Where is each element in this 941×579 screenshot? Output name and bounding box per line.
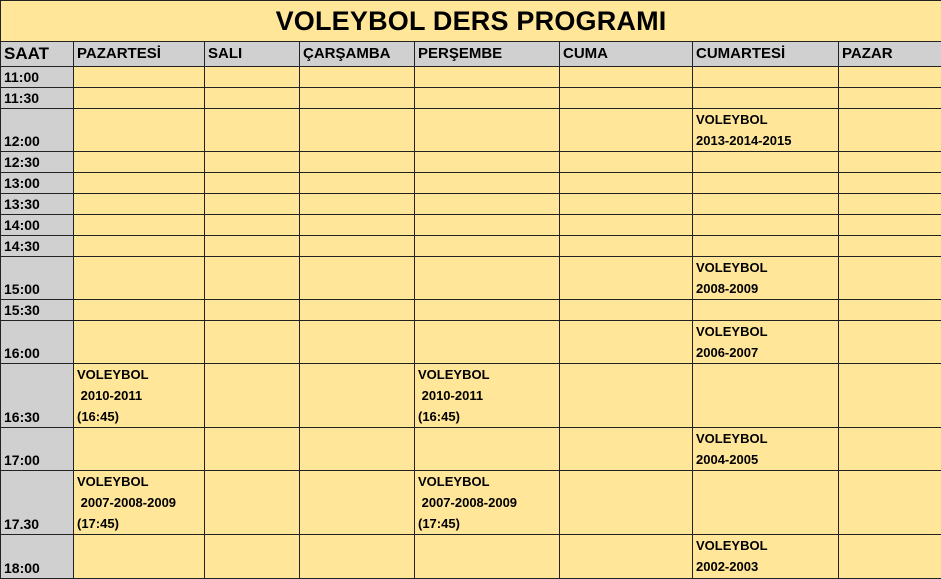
class-entry-line: 2007-2008-2009 xyxy=(418,492,556,513)
empty-cell xyxy=(300,471,415,535)
schedule-row xyxy=(1,428,941,471)
empty-cell xyxy=(839,535,941,579)
column-header-day: PAZAR xyxy=(839,42,941,67)
empty-cell xyxy=(300,321,415,364)
empty-cell xyxy=(300,194,415,215)
empty-cell xyxy=(205,428,300,471)
empty-cell xyxy=(74,194,205,215)
class-entry-line: 2013-2014-2015 xyxy=(696,130,835,151)
empty-cell xyxy=(205,109,300,152)
empty-cell xyxy=(415,88,560,109)
empty-cell xyxy=(839,173,941,194)
class-entry-cell xyxy=(415,364,560,428)
class-entry-line: (17:45) xyxy=(418,513,556,534)
empty-cell xyxy=(74,257,205,300)
empty-cell xyxy=(74,428,205,471)
empty-cell xyxy=(205,321,300,364)
empty-cell xyxy=(415,535,560,579)
empty-cell xyxy=(560,88,693,109)
empty-cell xyxy=(205,152,300,173)
empty-cell xyxy=(839,194,941,215)
empty-cell xyxy=(300,152,415,173)
class-entry-line: VOLEYBOL xyxy=(77,471,201,492)
class-entry-cell xyxy=(693,535,839,579)
empty-cell xyxy=(839,364,941,428)
schedule-row xyxy=(1,236,941,257)
empty-cell xyxy=(74,173,205,194)
empty-cell xyxy=(415,152,560,173)
empty-cell xyxy=(205,257,300,300)
column-header-day: CUMA xyxy=(560,42,693,67)
empty-cell xyxy=(74,300,205,321)
time-cell: 14:30 xyxy=(1,236,74,257)
empty-cell xyxy=(560,257,693,300)
empty-cell xyxy=(74,152,205,173)
empty-cell xyxy=(74,236,205,257)
empty-cell xyxy=(205,300,300,321)
empty-cell xyxy=(415,67,560,88)
empty-cell xyxy=(693,364,839,428)
schedule-row xyxy=(1,535,941,579)
empty-cell xyxy=(560,109,693,152)
empty-cell xyxy=(300,300,415,321)
class-entry-cell xyxy=(693,257,839,300)
empty-cell xyxy=(300,215,415,236)
empty-cell xyxy=(415,428,560,471)
empty-cell xyxy=(74,67,205,88)
class-entry-line: VOLEYBOL xyxy=(418,364,556,385)
empty-cell xyxy=(693,67,839,88)
empty-cell xyxy=(560,173,693,194)
class-entry-line: 2008-2009 xyxy=(696,278,835,299)
empty-cell xyxy=(839,300,941,321)
time-cell: 16:30 xyxy=(1,364,74,428)
empty-cell xyxy=(205,215,300,236)
class-entry-line: (16:45) xyxy=(418,406,556,427)
time-cell: 16:00 xyxy=(1,321,74,364)
empty-cell xyxy=(415,300,560,321)
empty-cell xyxy=(205,88,300,109)
class-entry-cell xyxy=(693,428,839,471)
empty-cell xyxy=(74,535,205,579)
schedule-row xyxy=(1,215,941,236)
schedule-row xyxy=(1,109,941,152)
empty-cell xyxy=(205,173,300,194)
schedule-row xyxy=(1,194,941,215)
empty-cell xyxy=(693,194,839,215)
class-entry-cell xyxy=(693,321,839,364)
empty-cell xyxy=(839,215,941,236)
empty-cell xyxy=(560,67,693,88)
empty-cell xyxy=(560,300,693,321)
time-cell: 13:30 xyxy=(1,194,74,215)
empty-cell xyxy=(300,364,415,428)
empty-cell xyxy=(300,88,415,109)
schedule-row xyxy=(1,257,941,300)
class-entry-line: 2010-2011 xyxy=(418,385,556,406)
empty-cell xyxy=(205,471,300,535)
class-entry-line: VOLEYBOL xyxy=(696,321,835,342)
empty-cell xyxy=(693,88,839,109)
empty-cell xyxy=(74,109,205,152)
column-header-day: CUMARTESİ xyxy=(693,42,839,67)
empty-cell xyxy=(74,321,205,364)
class-entry-line: 2010-2011 xyxy=(77,385,201,406)
empty-cell xyxy=(300,173,415,194)
empty-cell xyxy=(839,257,941,300)
empty-cell xyxy=(205,364,300,428)
empty-cell xyxy=(693,152,839,173)
class-entry-cell xyxy=(693,109,839,152)
empty-cell xyxy=(560,428,693,471)
empty-cell xyxy=(300,67,415,88)
empty-cell xyxy=(205,194,300,215)
empty-cell xyxy=(415,109,560,152)
time-cell: 12:30 xyxy=(1,152,74,173)
empty-cell xyxy=(839,88,941,109)
time-cell: 15:00 xyxy=(1,257,74,300)
time-cell: 14:00 xyxy=(1,215,74,236)
empty-cell xyxy=(839,471,941,535)
empty-cell xyxy=(693,173,839,194)
time-cell: 15:30 xyxy=(1,300,74,321)
empty-cell xyxy=(693,236,839,257)
empty-cell xyxy=(415,173,560,194)
class-entry-line: VOLEYBOL xyxy=(696,428,835,449)
empty-cell xyxy=(415,236,560,257)
schedule-row xyxy=(1,364,941,428)
class-entry-line: VOLEYBOL xyxy=(696,257,835,278)
empty-cell xyxy=(300,535,415,579)
empty-cell xyxy=(300,109,415,152)
empty-cell xyxy=(74,215,205,236)
class-entry-cell xyxy=(74,364,205,428)
column-header-time: SAAT xyxy=(1,42,74,67)
schedule-row xyxy=(1,321,941,364)
empty-cell xyxy=(839,428,941,471)
time-cell: 11:00 xyxy=(1,67,74,88)
page-title: VOLEYBOL DERS PROGRAMI xyxy=(1,1,941,42)
class-entry-line: 2007-2008-2009 xyxy=(77,492,201,513)
empty-cell xyxy=(839,109,941,152)
empty-cell xyxy=(560,194,693,215)
header-row xyxy=(1,42,941,67)
column-header-day: PERŞEMBE xyxy=(415,42,560,67)
empty-cell xyxy=(74,88,205,109)
empty-cell xyxy=(300,236,415,257)
class-entry-line: VOLEYBOL xyxy=(418,471,556,492)
empty-cell xyxy=(560,236,693,257)
empty-cell xyxy=(300,428,415,471)
column-header-day: SALI xyxy=(205,42,300,67)
empty-cell xyxy=(415,194,560,215)
time-cell: 17:00 xyxy=(1,428,74,471)
empty-cell xyxy=(560,364,693,428)
schedule-row xyxy=(1,173,941,194)
schedule-body xyxy=(1,67,941,579)
empty-cell xyxy=(693,471,839,535)
empty-cell xyxy=(839,67,941,88)
empty-cell xyxy=(205,67,300,88)
empty-cell xyxy=(693,300,839,321)
time-cell: 18:00 xyxy=(1,535,74,579)
schedule-row xyxy=(1,67,941,88)
class-entry-cell xyxy=(415,471,560,535)
empty-cell xyxy=(560,152,693,173)
empty-cell xyxy=(300,257,415,300)
empty-cell xyxy=(205,236,300,257)
empty-cell xyxy=(839,236,941,257)
column-header-day: ÇARŞAMBA xyxy=(300,42,415,67)
empty-cell xyxy=(415,215,560,236)
class-entry-line: VOLEYBOL xyxy=(77,364,201,385)
class-entry-line: 2002-2003 xyxy=(696,556,835,577)
empty-cell xyxy=(560,321,693,364)
time-cell: 13:00 xyxy=(1,173,74,194)
empty-cell xyxy=(560,471,693,535)
time-cell: 17.30 xyxy=(1,471,74,535)
empty-cell xyxy=(839,321,941,364)
class-entry-line: (16:45) xyxy=(77,406,201,427)
empty-cell xyxy=(560,215,693,236)
schedule-row xyxy=(1,88,941,109)
schedule-row xyxy=(1,300,941,321)
class-entry-cell xyxy=(74,471,205,535)
schedule-row xyxy=(1,152,941,173)
class-entry-line: VOLEYBOL xyxy=(696,109,835,130)
empty-cell xyxy=(415,321,560,364)
empty-cell xyxy=(205,535,300,579)
column-header-day: PAZARTESİ xyxy=(74,42,205,67)
class-entry-line: 2006-2007 xyxy=(696,342,835,363)
empty-cell xyxy=(415,257,560,300)
time-cell: 12:00 xyxy=(1,109,74,152)
empty-cell xyxy=(560,535,693,579)
class-entry-line: VOLEYBOL xyxy=(696,535,835,556)
empty-cell xyxy=(839,152,941,173)
empty-cell xyxy=(693,215,839,236)
class-entry-line: (17:45) xyxy=(77,513,201,534)
time-cell: 11:30 xyxy=(1,88,74,109)
schedule-row xyxy=(1,471,941,535)
class-entry-line: 2004-2005 xyxy=(696,449,835,470)
